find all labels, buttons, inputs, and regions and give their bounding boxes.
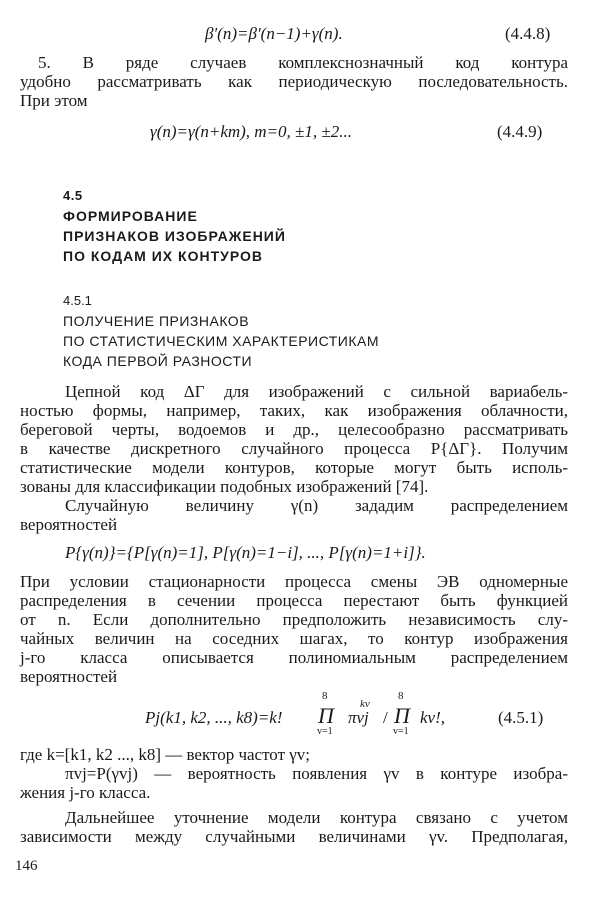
product-upper-limit: 8 (322, 690, 328, 702)
formula-4-4-8: β′(n)=β′(n−1)+γ(n). (205, 24, 343, 43)
subsection-number: 4.5.1 (63, 293, 92, 308)
text-line: от n. Если дополнительно предположить независимость слу- (20, 610, 568, 629)
equation-number: (4.4.9) (497, 122, 543, 141)
text-line: береговой черты, водоемов и др., целесообразно рассматривать (20, 420, 568, 439)
text-line: При условии стационарности процесса смены ЭВ одномерные (20, 572, 568, 591)
text-line: πvj=P(γvj) — вероятность появления γv в контуре изобра- (65, 764, 568, 783)
probability-term: πvj (348, 708, 369, 727)
text-line: При этом (20, 91, 88, 110)
text-line: зованы для классификации подобных изображений [74]. (20, 477, 429, 496)
section-number: 4.5 (63, 188, 83, 203)
text-line: Дальнейшее уточнение модели контура связано с учетом (65, 808, 568, 827)
product-lower-limit: v=1 (317, 726, 333, 737)
text-line: где k=[k1, k2 ..., k8] — вектор частот γv; (20, 745, 310, 764)
text-line: Цепной код ΔΓ для изображений с сильной вариабель- (65, 382, 568, 401)
text-line: вероятностей (20, 515, 118, 534)
probability-exponent: kv (360, 698, 370, 710)
product-symbol: Π (394, 703, 410, 728)
text-line: j-го класса описывается полиномиальным распределением (20, 648, 568, 667)
subsection-title-line: КОДА ПЕРВОЙ РАЗНОСТИ (63, 353, 253, 369)
text-line: вероятностей (20, 667, 118, 686)
text-line: распределения в сечении процесса перестают быть функцией (20, 591, 568, 610)
text-line: 5. В ряде случаев комплекснозначный код контура (38, 53, 568, 72)
text-line: ностью формы, например, таких, как изображения облачности, (20, 401, 568, 420)
subsection-title-line: ПОЛУЧЕНИЕ ПРИЗНАКОВ (63, 313, 250, 329)
text-line: чайных величин на соседних шагах, то контур изображения (20, 629, 568, 648)
text-line: Случайную величину γ(n) зададим распределением (65, 496, 568, 515)
product-lower-limit: v=1 (393, 726, 409, 737)
product-upper-limit: 8 (398, 690, 404, 702)
division-slash: / (383, 708, 388, 727)
text-line: в качестве дискретного случайного процесса P{ΔΓ}. Получим (20, 439, 568, 458)
section-title-line: ФОРМИРОВАНИЕ (63, 208, 198, 224)
factorial-term: kv!, (420, 708, 446, 727)
equation-number: (4.4.8) (505, 24, 551, 43)
equation-number: (4.5.1) (498, 708, 544, 727)
section-title-line: ПРИЗНАКОВ ИЗОБРАЖЕНИЙ (63, 228, 286, 244)
text-line: удобно рассматривать как периодическую последовательность. (20, 72, 568, 91)
page-number: 146 (15, 858, 38, 874)
text-line: зависимости между случайными величинами γv. Предполагая, (20, 827, 568, 846)
formula-4-4-9: γ(n)=γ(n+km), m=0, ±1, ±2... (150, 122, 352, 141)
formula-4-5-1 (145, 688, 465, 738)
product-symbol: Π (318, 703, 334, 728)
formula-distribution: P{γ(n)}={P[γ(n)=1], P[γ(n)=1−i], ..., P[γ(n)=1+i]}. (65, 543, 426, 562)
section-title-line: ПО КОДАМ ИХ КОНТУРОВ (63, 248, 263, 264)
subsection-title-line: ПО СТАТИСТИЧЕСКИМ ХАРАКТЕРИСТИКАМ (63, 333, 380, 349)
formula-lhs: Pj(k1, k2, ..., k8)=k! (145, 708, 283, 727)
text-line: жения j-го класса. (20, 783, 151, 802)
text-line: статистические модели контуров, которые могут быть исполь- (20, 458, 568, 477)
